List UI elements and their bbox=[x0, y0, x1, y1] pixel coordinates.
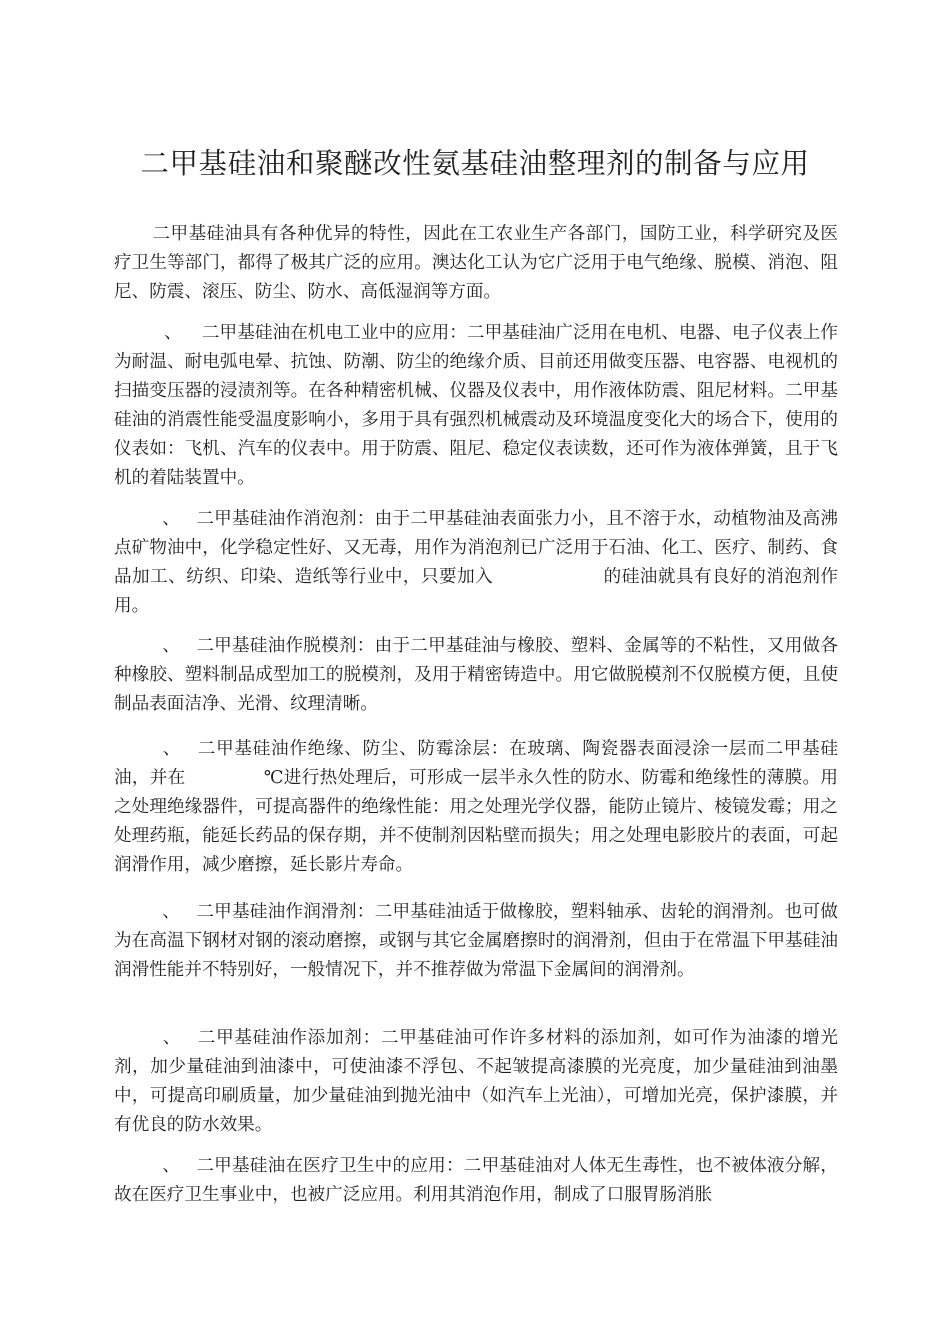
section-text: 二甲基硅油作脱模剂：由于二甲基硅油与橡胶、塑料、金属等的不粘性，又用做各种橡胶、塑料制品成型加工的脱模剂，及用于精密铸造中。用它做脱模剂不仅脱模方便，且使制品表面洁净、光滑、纹理清晰。 bbox=[114, 636, 838, 714]
section-text: 二甲基硅油在机电工业中的应用：二甲基硅油广泛用在电机、电器、电子仪表上作为耐温、耐电弧电晕、抗蚀、防潮、防尘的绝缘介质、目前还用做变压器、电容器、电视机的扫描变压器的浸渍剂等。在各种精密机械、仪器及仪表中，用作液体防震、阻尼材料。二甲基硅油的消震性能受温度影响小，多用于具有强烈机械震动及环境温度变化大的场合下，使用的仪表如：飞机、汽车的仪表中。用于防震、阻尼、稳定仪表读数，还可作为液体弹簧，且于飞机的着陆装置中。 bbox=[114, 323, 838, 488]
section-paragraph-7 bbox=[114, 1152, 838, 1210]
section-marker: 、 bbox=[162, 1156, 181, 1176]
section-paragraph-2 bbox=[114, 505, 838, 621]
section-text: 二甲基硅油在医疗卫生中的应用：二甲基硅油对人体无生毒性，也不被体液分解，故在医疗卫生事业中，也被广泛应用。利用其消泡作用，制成了口服胃肠消胀 bbox=[114, 1156, 838, 1205]
section-paragraph-3 bbox=[114, 632, 838, 719]
section-paragraph-1 bbox=[114, 319, 838, 493]
section-marker: 、 bbox=[164, 323, 182, 343]
section-marker: 、 bbox=[162, 636, 181, 656]
section-text: 二甲基硅油作润滑剂：二甲基硅油适于做橡胶，塑料轴承、齿轮的润滑剂。也可做为在高温下钢材对钢的滚动磨擦，或钢与其它金属磨擦时的润滑剂，但由于在常温下甲基硅油润滑性能并不特别好，一般情况下，并不推荐做为常温下金属间的润滑剂。 bbox=[114, 902, 838, 980]
section-text-b: 的硅油就具有良好的消泡剂作用。 bbox=[114, 567, 838, 616]
section-text-a: 二甲基硅油作消泡剂：由于二甲基硅油表面张力小，且不溶于水，动植物油及高沸点矿物油中，化学稳定性好、又无毒，用作为消泡剂已广泛用于石油、化工、医疗、制药、食品加工、纺织、印染、造纸等行业中，只要加入 bbox=[114, 509, 838, 587]
section-paragraph-4 bbox=[114, 735, 838, 880]
section-text-a: 二甲基硅油作绝缘、防尘、防霉涂层：在玻璃、陶瓷器表面浸涂一层而二甲基硅油，并在 bbox=[114, 739, 838, 788]
document-title: 二甲基硅油和聚醚改性氨基硅油整理剂的制备与应用 bbox=[140, 147, 810, 180]
section-paragraph-6 bbox=[114, 1024, 838, 1140]
intro-paragraph bbox=[114, 220, 838, 307]
section-marker: 、 bbox=[162, 1028, 182, 1048]
section-text-b: ℃进行热处理后，可形成一层半永久性的防水、防霉和绝缘性的薄膜。用之处理绝缘器件，可提高器件的绝缘性能：用之处理光学仪器，能防止镜片、棱镜发霉；用之处理药瓶，能延长药品的保存期，并不使制剂因粘壁而损失；用之处理电影胶片的表面，可起润滑作用，减少磨擦，延长影片寿命。 bbox=[114, 768, 838, 875]
section-marker: 、 bbox=[162, 739, 182, 759]
section-text: 二甲基硅油作添加剂：二甲基硅油可作许多材料的添加剂，如可作为油漆的增光剂，加少量硅油到油漆中，可使油漆不浮包、不起皱提高漆膜的光亮度，加少量硅油到油墨中，可提高印刷质量，加少量硅油到抛光油中（如汽车上光油），可增加光亮，保护漆膜，并有优良的防水效果。 bbox=[114, 1028, 838, 1135]
section-paragraph-5 bbox=[114, 898, 838, 985]
section-marker: 、 bbox=[162, 902, 181, 922]
section-marker: 、 bbox=[162, 509, 181, 529]
intro-text: 二甲基硅油具有各种优异的特性，因此在工农业生产各部门，国防工业，科学研究及医疗卫生等部门，都得了极其广泛的应用。澳达化工认为它广泛用于电气绝缘、脱模、消泡、阻尼、防震、滚压、防尘、防水、高低湿润等方面。 bbox=[114, 224, 838, 302]
